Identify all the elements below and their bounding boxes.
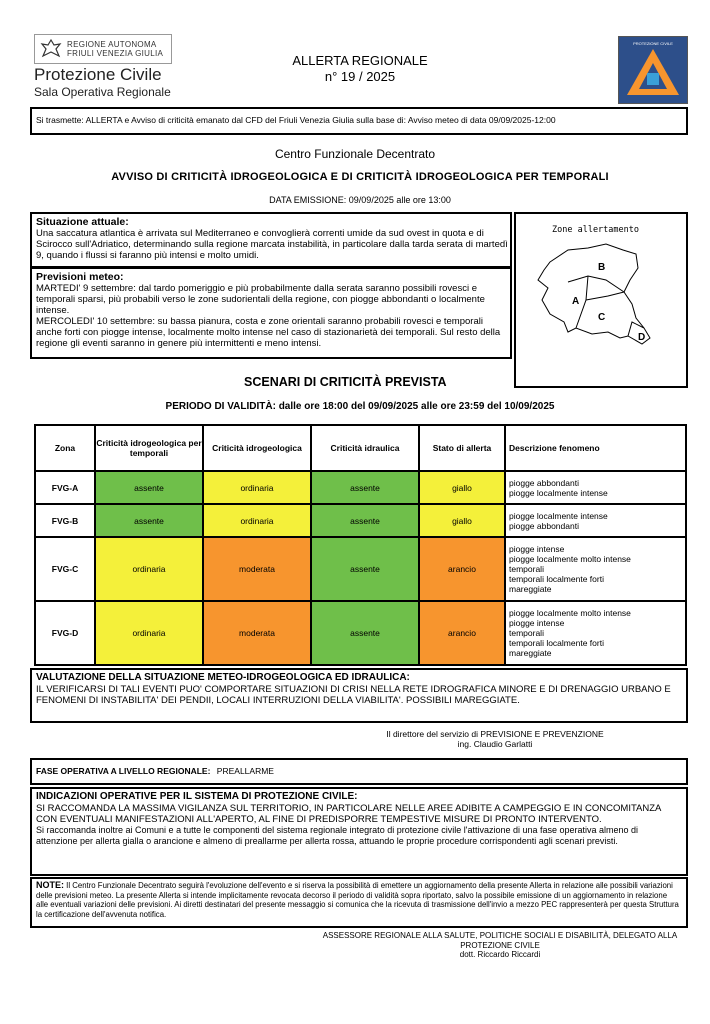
zone-d-label: D [638,332,646,343]
criticita-temporali-cell: ordinaria [95,537,203,601]
header-criticita-idraulica: Criticità idraulica [311,425,419,471]
header-zona: Zona [35,425,95,471]
zone-b-label: B [598,262,606,273]
zone-border-bc [586,292,624,300]
criticita-idrogeologica-cell: ordinaria [203,471,311,504]
note-content [36,881,681,919]
descrizione-line: temporali [509,628,544,638]
descrizione-line: temporali localmente forti [509,574,604,584]
criticita-idrogeologica-cell: moderata [203,601,311,665]
valutazione-section [30,668,688,723]
criticita-temporali-cell: assente [95,471,203,504]
previsioni-text-mercoledi: MERCOLEDI' 10 settembre: su bassa pianura, costa e zone orientali saranno probabili rovesci e temporali anche forti con piogge intense, localmente molto intense nel caso di stazionarietà dei temporali. Sul resto della regione gli eventi saranno in genere più intermittenti e meno intensi. [36,316,501,349]
table-row [35,537,686,601]
alert-number: n° 19 / 2025 [324,69,396,84]
avviso-title: AVVISO DI CRITICITÀ IDROGEOLOGICA E DI CRITICITÀ IDROGEOLOGICA PER TEMPORALI [111,171,609,183]
direttore-role: Il direttore del servizio di PREVISIONE E PREVENZIONE [386,729,604,739]
assessore-name: dott. Riccardo Riccardi [459,950,541,959]
criticita-idrogeologica-cell: ordinaria [203,504,311,537]
zone-c-label: C [598,312,606,323]
descrizione-line: mareggiate [509,584,552,594]
zone-cell: FVG-C [35,537,95,601]
indicazioni-section [30,787,688,876]
indicazioni-title: INDICAZIONI OPERATIVE PER IL SISTEMA DI PROTEZIONE CIVILE: [36,791,358,802]
criticita-temporali-cell: ordinaria [95,601,203,665]
valutazione-text: IL VERIFICARSI DI TALI EVENTI PUO' COMPORTARE SITUAZIONI DI CRISI NELLA RETE IDROGRAFICA MINORE E DI DRENAGGIO URBANO E FENOMENI DI INSTABILITA' DEI PENDII, LOCALI INTERRUZIONI DELLA VIABILITA'. POSSIBILI MAREGGIATE. [36,684,671,706]
situazione-section [30,212,512,268]
criticita-temporali-cell: assente [95,504,203,537]
stato-allerta-cell: arancio [419,537,505,601]
emission-date: DATA EMISSIONE: 09/09/2025 alle ore 13:00 [269,195,451,205]
descrizione-line: temporali [509,564,544,574]
descrizione-line: piogge localmente molto intense [509,554,631,564]
descrizione-cell [505,471,686,504]
descrizione-cell [505,601,686,665]
header-stato-allerta: Stato di allerta [419,425,505,471]
fase-operativa [36,766,274,776]
table-row [35,504,686,537]
assessore-role: ASSESSORE REGIONALE ALLA SALUTE, POLITICHE SOCIALI E DISABILITÀ, DELEGATO ALLA [322,931,678,940]
descrizione-cell [505,504,686,537]
note-label: NOTE: [36,880,64,890]
org-logo [34,34,172,100]
indicazioni-text-upper: SI RACCOMANDA LA MASSIMA VIGILANZA SUL TERRITORIO, IN PARTICOLARE NELLE AREE ADIBITE A CAMPEGGIO E IN CONCOMITANZA CON EVENTUALI MANIFESTAZIONI ALL'APERTO, AL FINE DI PREDISPORRE TEMPESTIVE MISURE DI PRONTO INTERVENTO. [36,803,661,825]
direttore-signature [380,729,610,749]
descrizione-line: piogge localmente molto intense [509,608,631,618]
descrizione-cell [505,537,686,601]
note-text: Il Centro Funzionale Decentrato seguirà l'evoluzione dell'evento e si riserva la possibilità di emettere un aggiornamento della presente Allerta in relazione alle possibili variazioni delle previsioni meteo. La presente Allerta si intende implicitamente revocata decorso il periodo di validità sopra riportato, salvo la possibile emissione di un aggiornamento in relazione alle eventuali variazioni delle previsioni. Ai diretti destinatari del presente messaggio si comunica che la ricevuta di trasmissione dell'invio a mezzo PEC rappresenterà per questa Struttura la certificazione dell'avvenuta notifica. [36,881,679,919]
situazione-title: Situazione attuale: [36,216,129,228]
alert-heading: ALLERTA REGIONALE [292,53,428,68]
criticita-idraulica-cell: assente [311,601,419,665]
cfd-title: Centro Funzionale Decentrato [274,147,436,161]
triangle-emblem-icon [625,47,681,99]
zone-map-label: Zone allertamento [552,225,639,235]
descrizione-line: piogge abbondanti [509,477,579,488]
region-banner [34,34,172,64]
emblem-text: PROTEZIONE CIVILE [633,41,673,46]
descrizione-line: piogge localmente intense [509,510,608,521]
stato-allerta-cell: giallo [419,471,505,504]
stato-allerta-cell: arancio [419,601,505,665]
zone-cell: FVG-D [35,601,95,665]
descrizione-line: piogge abbondanti [509,520,579,531]
table-row [35,601,686,665]
previsioni-text-martedi: MARTEDI' 9 settembre: dal tardo pomeriggio e più probabilmente dalla serata saranno possibili rovesci e temporali sparsi, più probabili verso le zone sudorientali della regione, con piogge abbondanti o localmente intense. [36,283,485,316]
org-subtitle: Sala Operativa Regionale [34,85,171,99]
header-criticita-idrogeologica: Criticità idrogeologica [203,425,311,471]
note-section [30,877,688,928]
indicazioni-text-lower: Si raccomanda inoltre ai Comuni e a tutte le componenti del sistema regionale integrato di protezione civile l'attivazione di una fase operativa almeno di attenzione per allerta gialla o arancione e almeno di preallarme per allerta rossa, attuando le proprie procedure corrispondenti agli scenari previsti. [36,825,639,846]
region-outline [538,244,650,344]
assessore-signature [310,931,690,960]
zone-cell: FVG-B [35,504,95,537]
header-criticita-temporali: Criticità idrogeologica per temporali [95,425,203,471]
fase-value: PREALLARME [216,766,274,776]
descrizione-line: mareggiate [509,648,552,658]
scenari-title: SCENARI DI CRITICITÀ PREVISTA [244,375,447,389]
descrizione-line: piogge intense [509,618,565,628]
alert-title [240,53,480,85]
zone-a-label: A [572,296,580,307]
descrizione-line: temporali localmente forti [509,638,604,648]
situazione-text: Una saccatura atlantica è arrivata sul Mediterraneo e convoglierà correnti umide da sud ovest in quota e di Scirocco sull'Adriatico, determinando sulla regione marcata instabilità, in particolare dalla tarda serata di martedì 9, quando i flussi si faranno più intensi e molto umidi. [36,228,508,261]
table-header-row [35,425,686,471]
eagle-icon [40,38,62,60]
protezione-civile-emblem [618,36,688,104]
assessore-role-cont: PROTEZIONE CIVILE [460,940,540,950]
org-name: Protezione Civile [34,65,162,84]
region-name: REGIONE AUTONOMA FRIULI VENEZIA GIULIA [67,40,164,58]
stato-allerta-cell: giallo [419,504,505,537]
transmit-text: Si trasmette: ALLERTA e Avviso di criticità emanato dal CFD del Friuli Venezia Giulia sulla base di: Avviso meteo di data 09/09/2025-12:00 [36,115,556,125]
fase-label: FASE OPERATIVA A LIVELLO REGIONALE: [36,766,211,776]
direttore-name: ing. Claudio Garlatti [457,739,533,749]
valutazione-title: VALUTAZIONE DELLA SITUAZIONE METEO-IDROGEOLOGICA ED IDRAULICA: [36,672,410,683]
zone-border-ab [568,276,624,292]
criticita-idraulica-cell: assente [311,471,419,504]
descrizione-line: piogge intense [509,544,565,554]
zone-cell: FVG-A [35,471,95,504]
table-row [35,471,686,504]
header-descrizione: Descrizione fenomeno [505,425,686,471]
criticita-table [34,424,687,666]
criticita-idrogeologica-cell: moderata [203,537,311,601]
criticita-idraulica-cell: assente [311,537,419,601]
validita-period: PERIODO DI VALIDITÀ: dalle ore 18:00 del 09/09/2025 alle ore 23:59 del 10/09/2025 [165,401,555,412]
previsioni-title: Previsioni meteo: [36,271,124,283]
criticita-idraulica-cell: assente [311,504,419,537]
previsioni-section [30,267,512,359]
descrizione-line: piogge localmente intense [509,487,608,498]
zone-map [528,240,668,360]
